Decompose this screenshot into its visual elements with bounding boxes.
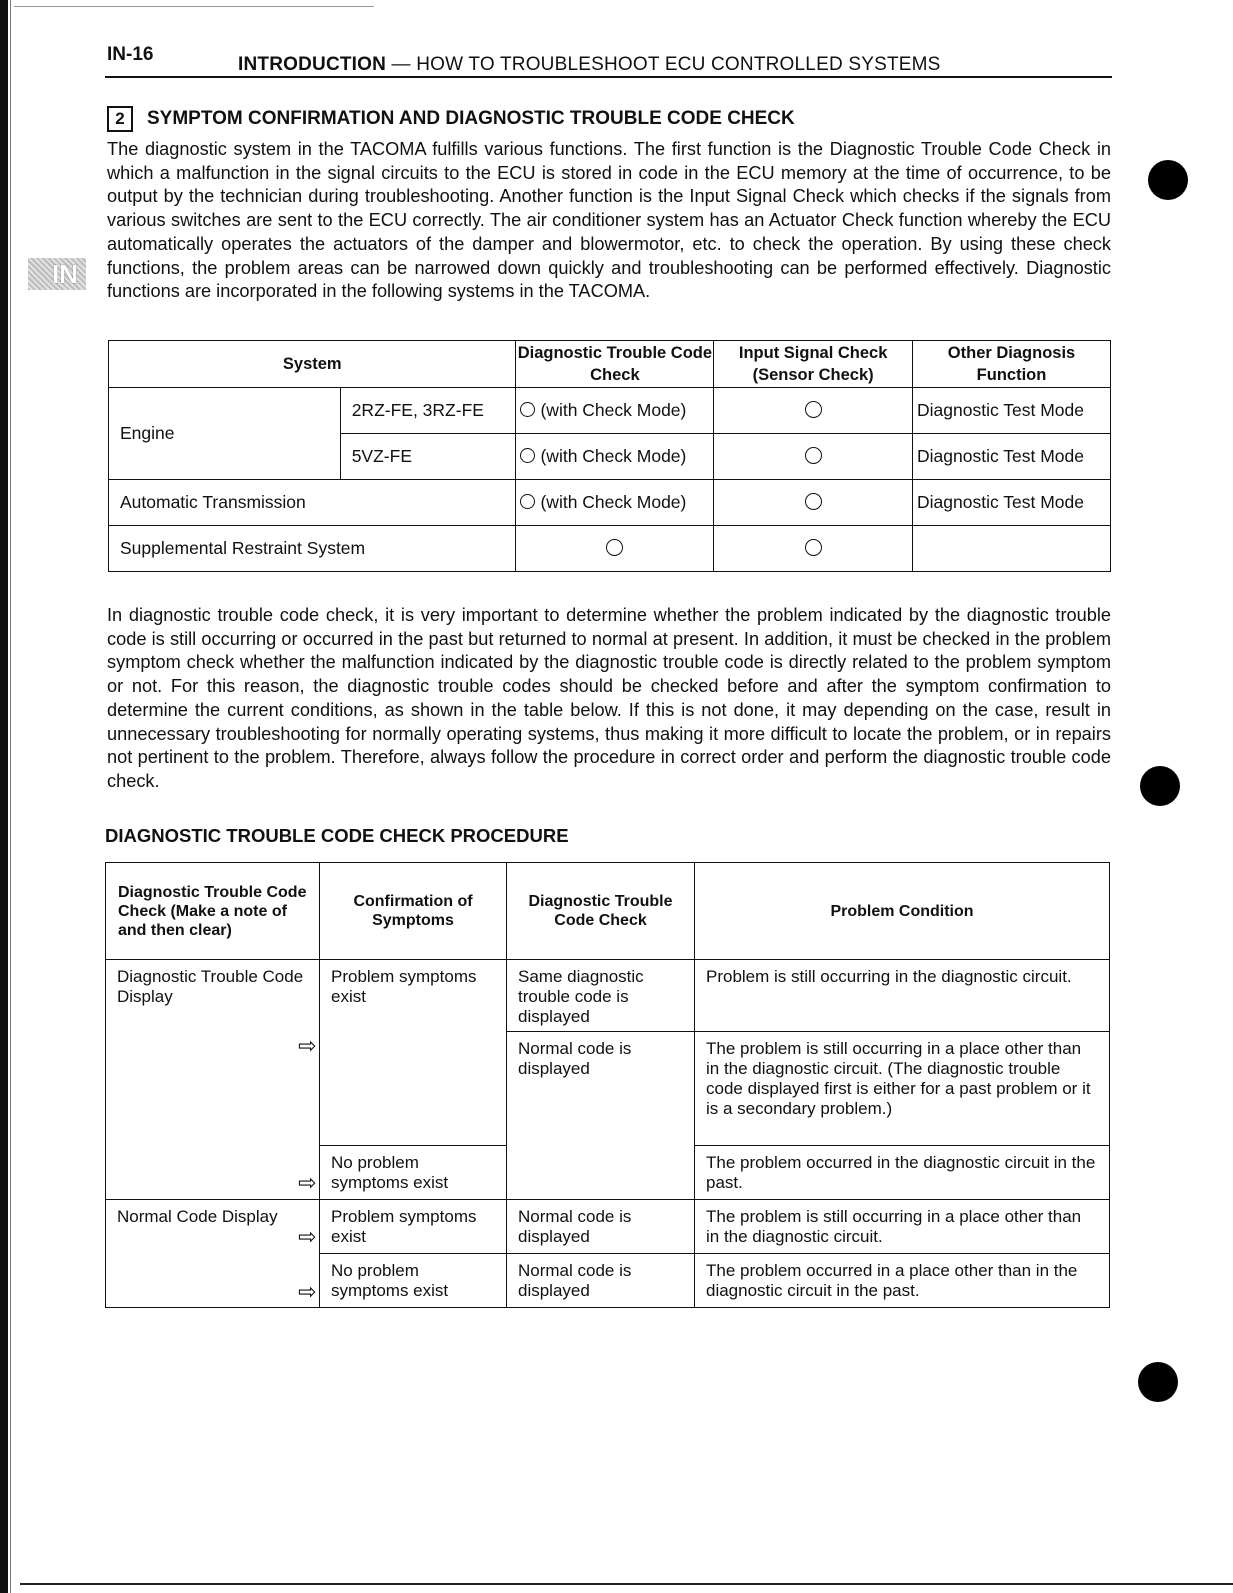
condition-cell: The problem is still occurring in a place other than in the diagnostic circuit. — [695, 1200, 1110, 1254]
recheck-cell: Same diagnostic trouble code is displayed — [507, 960, 695, 1032]
header-input-signal: Input Signal Check (Sensor Check) — [714, 341, 913, 388]
procedure-title: DIAGNOSTIC TROUBLE CODE CHECK PROCEDURE — [105, 825, 569, 846]
initial-check-cell: Normal Code Display — [106, 1200, 320, 1308]
table-row — [109, 480, 1111, 526]
dtc-cell — [516, 480, 714, 526]
section-heading — [107, 106, 795, 132]
procedure-table — [105, 862, 1110, 1308]
input-signal-cell — [714, 480, 913, 526]
margin-bullet — [1148, 160, 1188, 200]
initial-check-cell: Diagnostic Trouble Code Display — [106, 960, 320, 1200]
circle-mark-icon — [805, 493, 822, 510]
other-cell — [913, 526, 1111, 572]
condition-cell: The problem occurred in a place other than in the diagnostic circuit in the past. — [695, 1254, 1110, 1308]
section-tab-label: IN — [52, 259, 78, 289]
circle-mark-icon — [805, 401, 822, 418]
engine-variant: 2RZ-FE, 3RZ-FE — [340, 388, 516, 434]
section-title: SYMPTOM CONFIRMATION AND DIAGNOSTIC TROUBLE CODE CHECK — [147, 108, 795, 129]
table-row — [106, 960, 1110, 1032]
intro-paragraph: The diagnostic system in the TACOMA fulfills various functions. The first function is the Diagnostic Trouble Code Check in which a malfunction in the signal circuits to the ECU is stored in code in the ECU memory at the time of occurrence, to be output by the technician during troubleshooting. Another function is the Input Signal Check which checks if the signals from various switches are sent to the ECU correctly. The air conditioner system has an Actuator Check function whereby the ECU automatically operates the actuators of the damper and blowermotor, etc. to check the operation. By using these check functions, the problem areas can be narrowed down quickly and troubleshooting can be performed effectively. Diagnostic functions are incorporated in the following systems in the TACOMA. — [107, 139, 1111, 302]
circle-mark-icon — [520, 494, 535, 509]
dtc-cell — [516, 526, 714, 572]
recheck-cell: Normal code is displayed — [507, 1032, 695, 1200]
table-row — [109, 388, 1111, 434]
section-number-box: 2 — [107, 106, 133, 132]
circle-mark-icon — [520, 402, 535, 417]
section-tab-in — [28, 258, 86, 290]
header-rule — [105, 76, 1112, 78]
other-cell: Diagnostic Test Mode — [913, 480, 1111, 526]
recheck-cell: Normal code is displayed — [507, 1200, 695, 1254]
engine-label: Engine — [109, 388, 341, 480]
dtc-cell — [516, 388, 714, 434]
circle-mark-icon — [805, 447, 822, 464]
header-separator: — — [386, 54, 417, 75]
arrow-right-icon: ⇨ — [298, 1224, 317, 1249]
recheck-cell: Normal code is displayed — [507, 1254, 695, 1308]
arrow-right-icon: ⇨ — [298, 1033, 317, 1058]
top-rule — [14, 6, 374, 7]
header-confirmation: Confirmation of Symptoms — [320, 863, 507, 960]
second-paragraph: In diagnostic trouble code check, it is very important to determine whether the problem indicated by the diagnostic trouble code is still occurring or occurred in the past but returned to normal at present. In addition, it must be checked in the problem symptom check whether the malfunction indicated by the diagnostic trouble code is directly related to the problem symptom or not. For this reason, the diagnostic trouble codes should be checked before and after the symptom confirmation to determine the current conditions, as shown in the table below. If this is not done, it may depending on the case, result in unnecessary troubleshooting for normally operating systems, thus making it more difficult to locate the problem, or in repairs not pertinent to the problem. Therefore, always follow the procedure in correct order and perform the diagnostic trouble code check. — [107, 605, 1111, 791]
header-dtc: Diagnostic Trouble Code Check — [516, 341, 714, 388]
header-recheck: Diagnostic Trouble Code Check — [507, 863, 695, 960]
arrow-right-icon: ⇨ — [298, 1279, 317, 1304]
bottom-rule — [20, 1583, 1233, 1585]
input-signal-cell — [714, 526, 913, 572]
page-number: IN-16 — [107, 44, 154, 65]
symptom-cell: No problem symptoms exist — [320, 1146, 507, 1200]
table-header-row — [109, 341, 1111, 388]
circle-mark-icon — [520, 448, 535, 463]
other-cell: Diagnostic Test Mode — [913, 434, 1111, 480]
header-condition: Problem Condition — [695, 863, 1110, 960]
other-cell: Diagnostic Test Mode — [913, 388, 1111, 434]
table-row — [109, 526, 1111, 572]
margin-bullet — [1138, 1362, 1178, 1402]
input-signal-cell — [714, 388, 913, 434]
circle-mark-icon — [606, 539, 623, 556]
condition-cell: The problem is still occurring in a place other than in the diagnostic circuit. (The diagnostic trouble code displayed first is either for a past problem or it is a secondary problem.) — [695, 1032, 1110, 1146]
header-initial-check: Diagnostic Trouble Code Check (Make a note of and then clear) — [106, 863, 320, 960]
table-header-row — [106, 863, 1110, 960]
condition-cell: The problem occurred in the diagnostic circuit in the past. — [695, 1146, 1110, 1200]
margin-bullet — [1140, 766, 1180, 806]
binding-edge-line — [10, 0, 11, 1593]
header-other: Other Diagnosis Function — [913, 341, 1111, 388]
dtc-note: (with Check Mode) — [540, 492, 687, 512]
systems-table — [108, 340, 1111, 572]
symptom-cell: No problem symptoms exist — [320, 1254, 507, 1308]
circle-mark-icon — [805, 539, 822, 556]
symptom-cell: Problem symptoms exist — [320, 960, 507, 1146]
dtc-note: (with Check Mode) — [540, 446, 687, 466]
binding-edge — [0, 0, 8, 1593]
running-header — [238, 54, 941, 76]
input-signal-cell — [714, 434, 913, 480]
header-system: System — [109, 341, 516, 388]
header-section: INTRODUCTION — [238, 54, 387, 75]
system-name: Automatic Transmission — [109, 480, 516, 526]
condition-cell: Problem is still occurring in the diagnostic circuit. — [695, 960, 1110, 1032]
table-row — [106, 1200, 1110, 1254]
dtc-cell — [516, 434, 714, 480]
engine-variant: 5VZ-FE — [340, 434, 516, 480]
dtc-note: (with Check Mode) — [540, 400, 687, 420]
arrow-right-icon: ⇨ — [298, 1170, 317, 1195]
system-name: Supplemental Restraint System — [109, 526, 516, 572]
symptom-cell: Problem symptoms exist — [320, 1200, 507, 1254]
header-subtitle: HOW TO TROUBLESHOOT ECU CONTROLLED SYSTEMS — [416, 54, 941, 75]
